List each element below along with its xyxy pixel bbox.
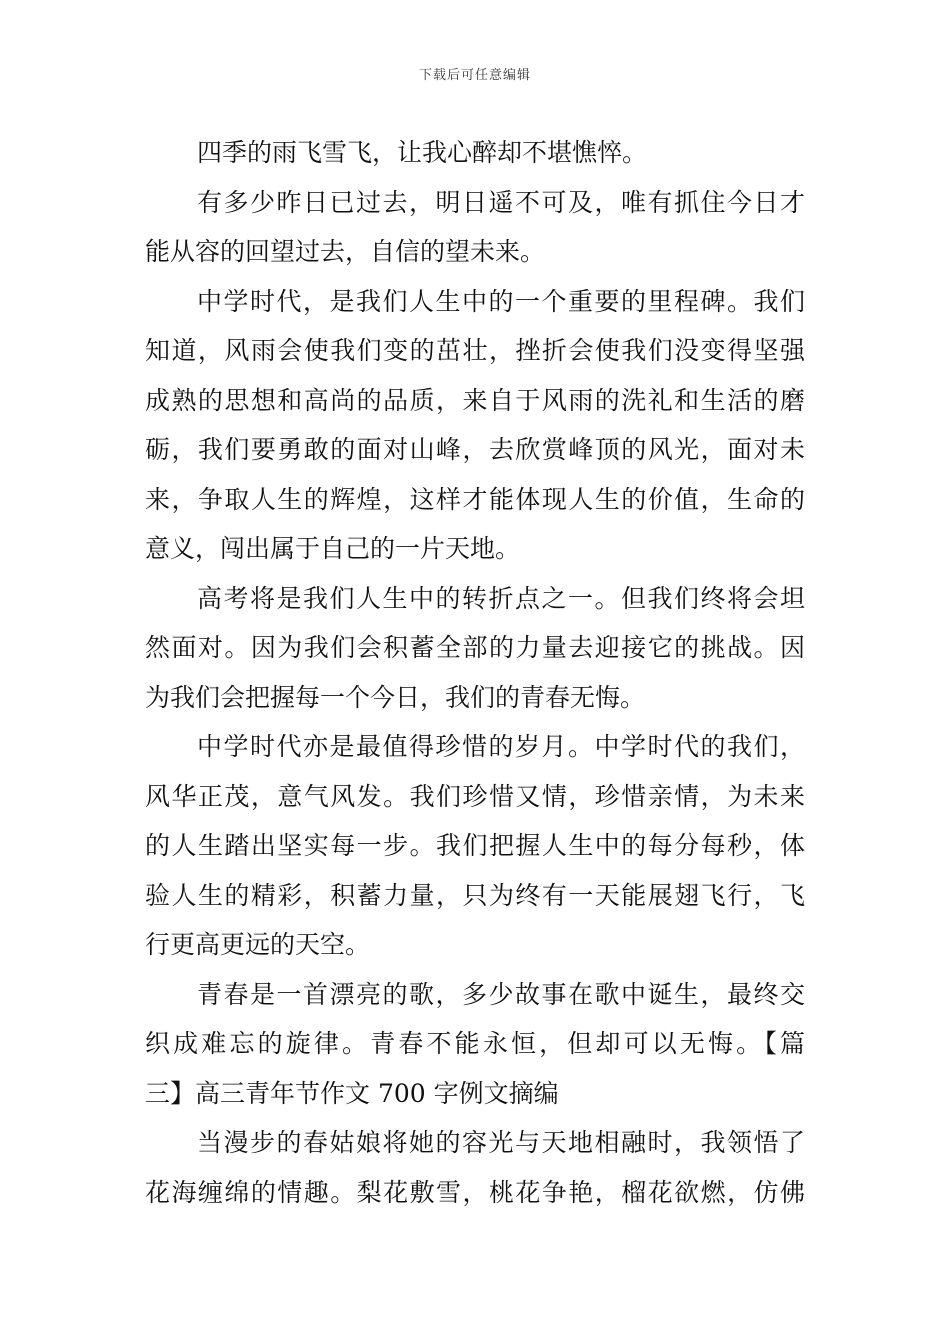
document-body xyxy=(145,128,805,1217)
page-header: 下载后可任意编辑 xyxy=(418,68,531,83)
text-line: 中学时代，是我们人生中的一个重要的里程碑。我们 xyxy=(197,286,805,316)
text-line: 然面对。因为我们会积蓄全部的力量去迎接它的挑战。因 xyxy=(145,633,805,662)
text-line: 能从容的回望过去，自信的望未来。 xyxy=(145,237,546,266)
text-line: 来，争取人生的辉煌，这样才能体现人生的价值，生命的 xyxy=(145,484,805,514)
text-line: 的人生踏出坚实每一步。我们把握人生中的每分每秒，体 xyxy=(145,831,805,860)
text-line: 砺，我们要勇敢的面对山峰，去欣赏峰顶的风光，面对未 xyxy=(145,435,805,464)
text-line: 高考将是我们人生中的转折点之一。但我们终将会坦 xyxy=(197,583,805,613)
text-line: 花海缠绵的情趣。梨花敷雪，桃花争艳，榴花欲燃，仿佛 xyxy=(145,1177,805,1207)
text-line: 四季的雨飞雪飞，让我心醉却不堪憔悴。 xyxy=(197,138,648,167)
text-line: 知道，风雨会使我们变的茁壮，挫折会使我们没变得坚强 xyxy=(145,336,805,365)
text-line: 当漫步的春姑娘将她的容光与天地相融时，我领悟了 xyxy=(197,1128,805,1157)
text-line: 意义，闯出属于自己的一片天地。 xyxy=(145,534,521,563)
text-line: 验人生的精彩，积蓄力量，只为终有一天能展翅飞行，飞 xyxy=(145,880,805,910)
text-line: 青春是一首漂亮的歌，多少故事在歌中诞生，最终交 xyxy=(197,979,805,1009)
text-line: 风华正茂，意气风发。我们珍惜又情，珍惜亲情，为未来 xyxy=(145,781,805,811)
text-line: 三】高三青年节作文 700 字例文摘编 xyxy=(145,1078,559,1108)
text-line: 成熟的思想和高尚的品质，来自于风雨的洗礼和生活的磨 xyxy=(145,385,805,415)
text-line: 为我们会把握每一个今日，我们的青春无悔。 xyxy=(145,682,646,712)
text-line: 行更高更远的天空。 xyxy=(145,930,371,959)
text-line: 织成难忘的旋律。青春不能永恒，但却可以无悔。【篇 xyxy=(145,1029,805,1058)
text-line: 中学时代亦是最值得珍惜的岁月。中学时代的我们， xyxy=(197,732,805,761)
text-line: 有多少昨日已过去，明日遥不可及，唯有抓住今日才 xyxy=(197,187,805,217)
